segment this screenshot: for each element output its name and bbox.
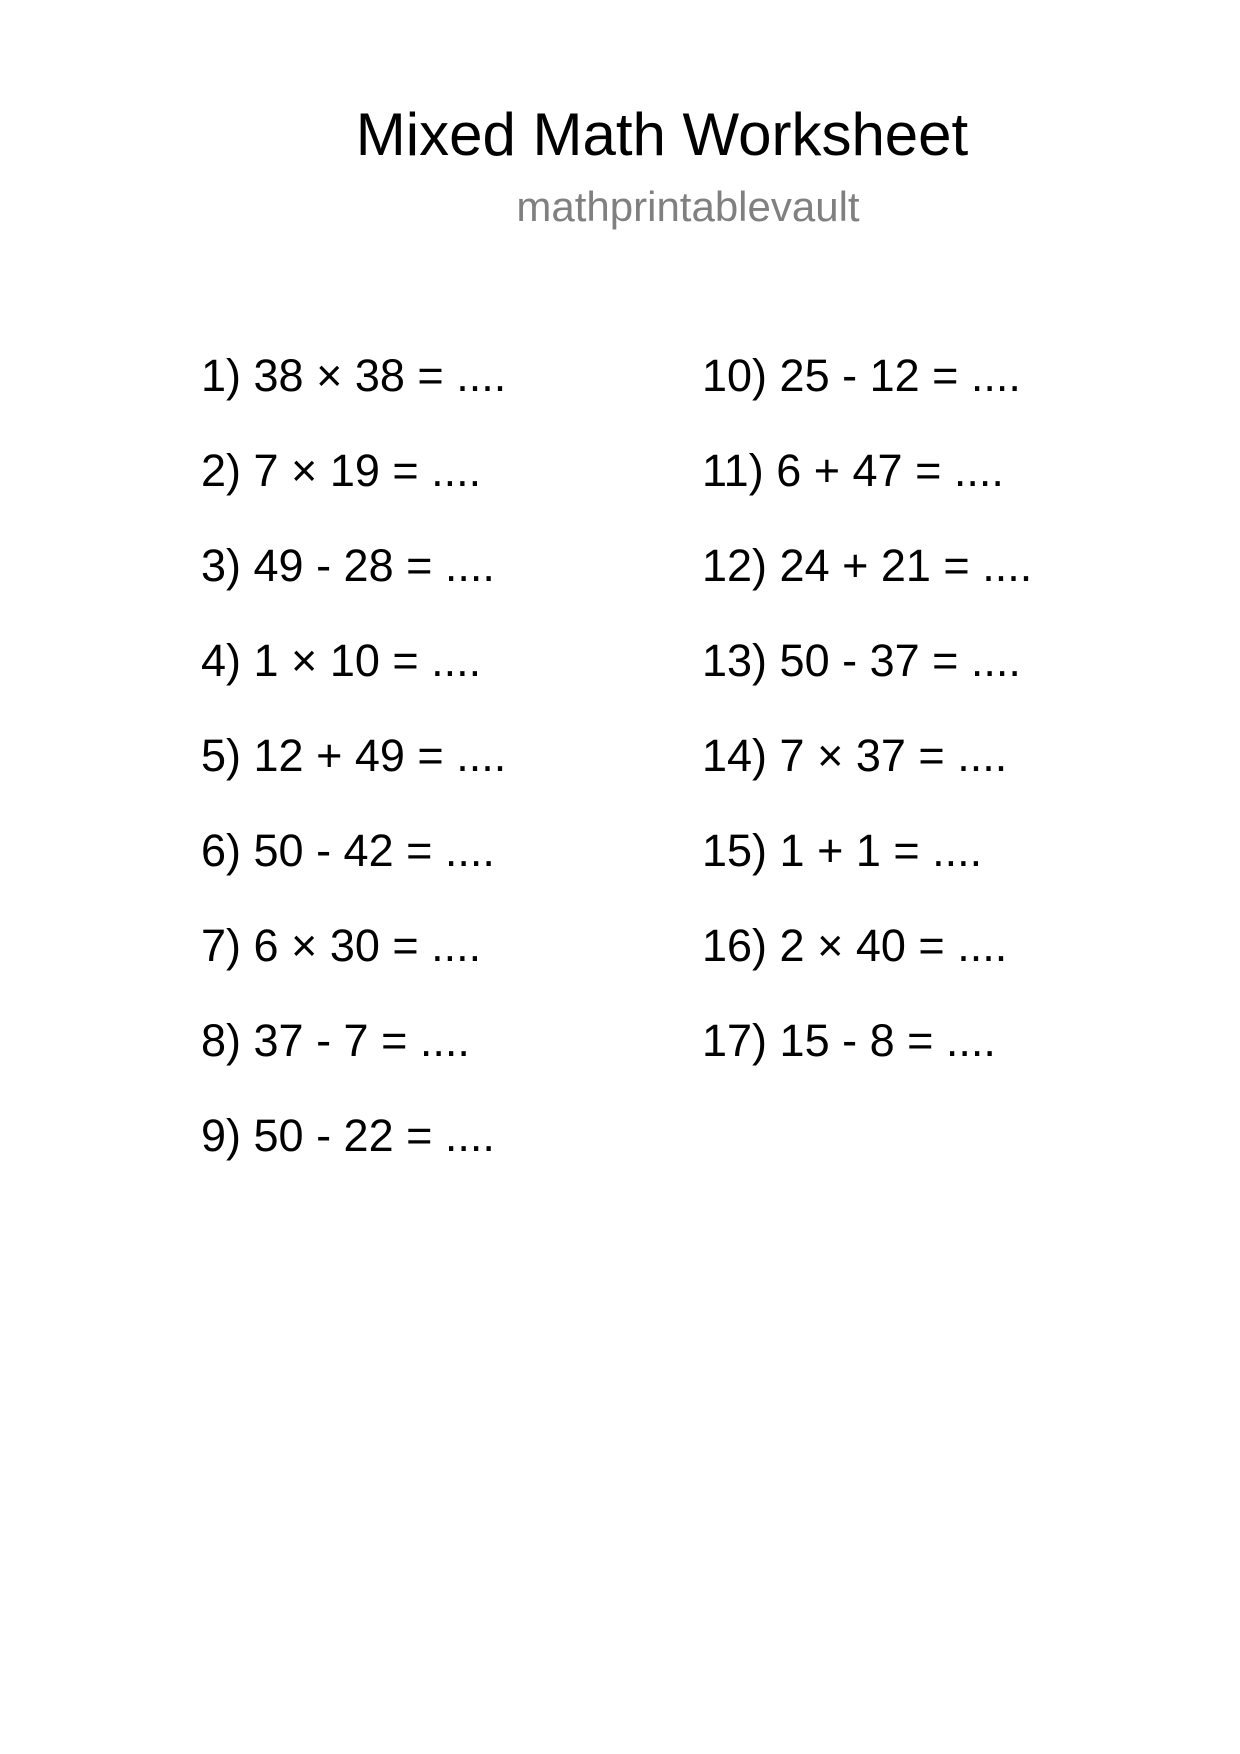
problem-12: 12) 24 + 21 = .... (702, 540, 1033, 591)
problem-17: 17) 15 - 8 = .... (702, 1015, 996, 1066)
problem-3: 3) 49 - 28 = .... (201, 540, 495, 591)
problem-10: 10) 25 - 12 = .... (702, 350, 1021, 401)
problem-7: 7) 6 × 30 = .... (201, 920, 482, 971)
problem-9: 9) 50 - 22 = .... (201, 1110, 495, 1161)
problem-14: 14) 7 × 37 = .... (702, 730, 1008, 781)
problem-4: 4) 1 × 10 = .... (201, 635, 482, 686)
problem-1: 1) 38 × 38 = .... (201, 350, 507, 401)
problem-8: 8) 37 - 7 = .... (201, 1015, 470, 1066)
problem-column-right (702, 350, 1182, 1110)
problem-5: 5) 12 + 49 = .... (201, 730, 507, 781)
problem-13: 13) 50 - 37 = .... (702, 635, 1021, 686)
problem-2: 2) 7 × 19 = .... (201, 445, 482, 496)
problem-15: 15) 1 + 1 = .... (702, 825, 983, 876)
page-title: Mixed Math Worksheet (355, 101, 969, 168)
problem-16: 16) 2 × 40 = .... (702, 920, 1008, 971)
problem-column-left (201, 350, 681, 1205)
problem-11: 11) 6 + 47 = .... (702, 445, 1004, 496)
page-subtitle: mathprintablevault (516, 183, 860, 230)
problem-6: 6) 50 - 42 = .... (201, 825, 495, 876)
